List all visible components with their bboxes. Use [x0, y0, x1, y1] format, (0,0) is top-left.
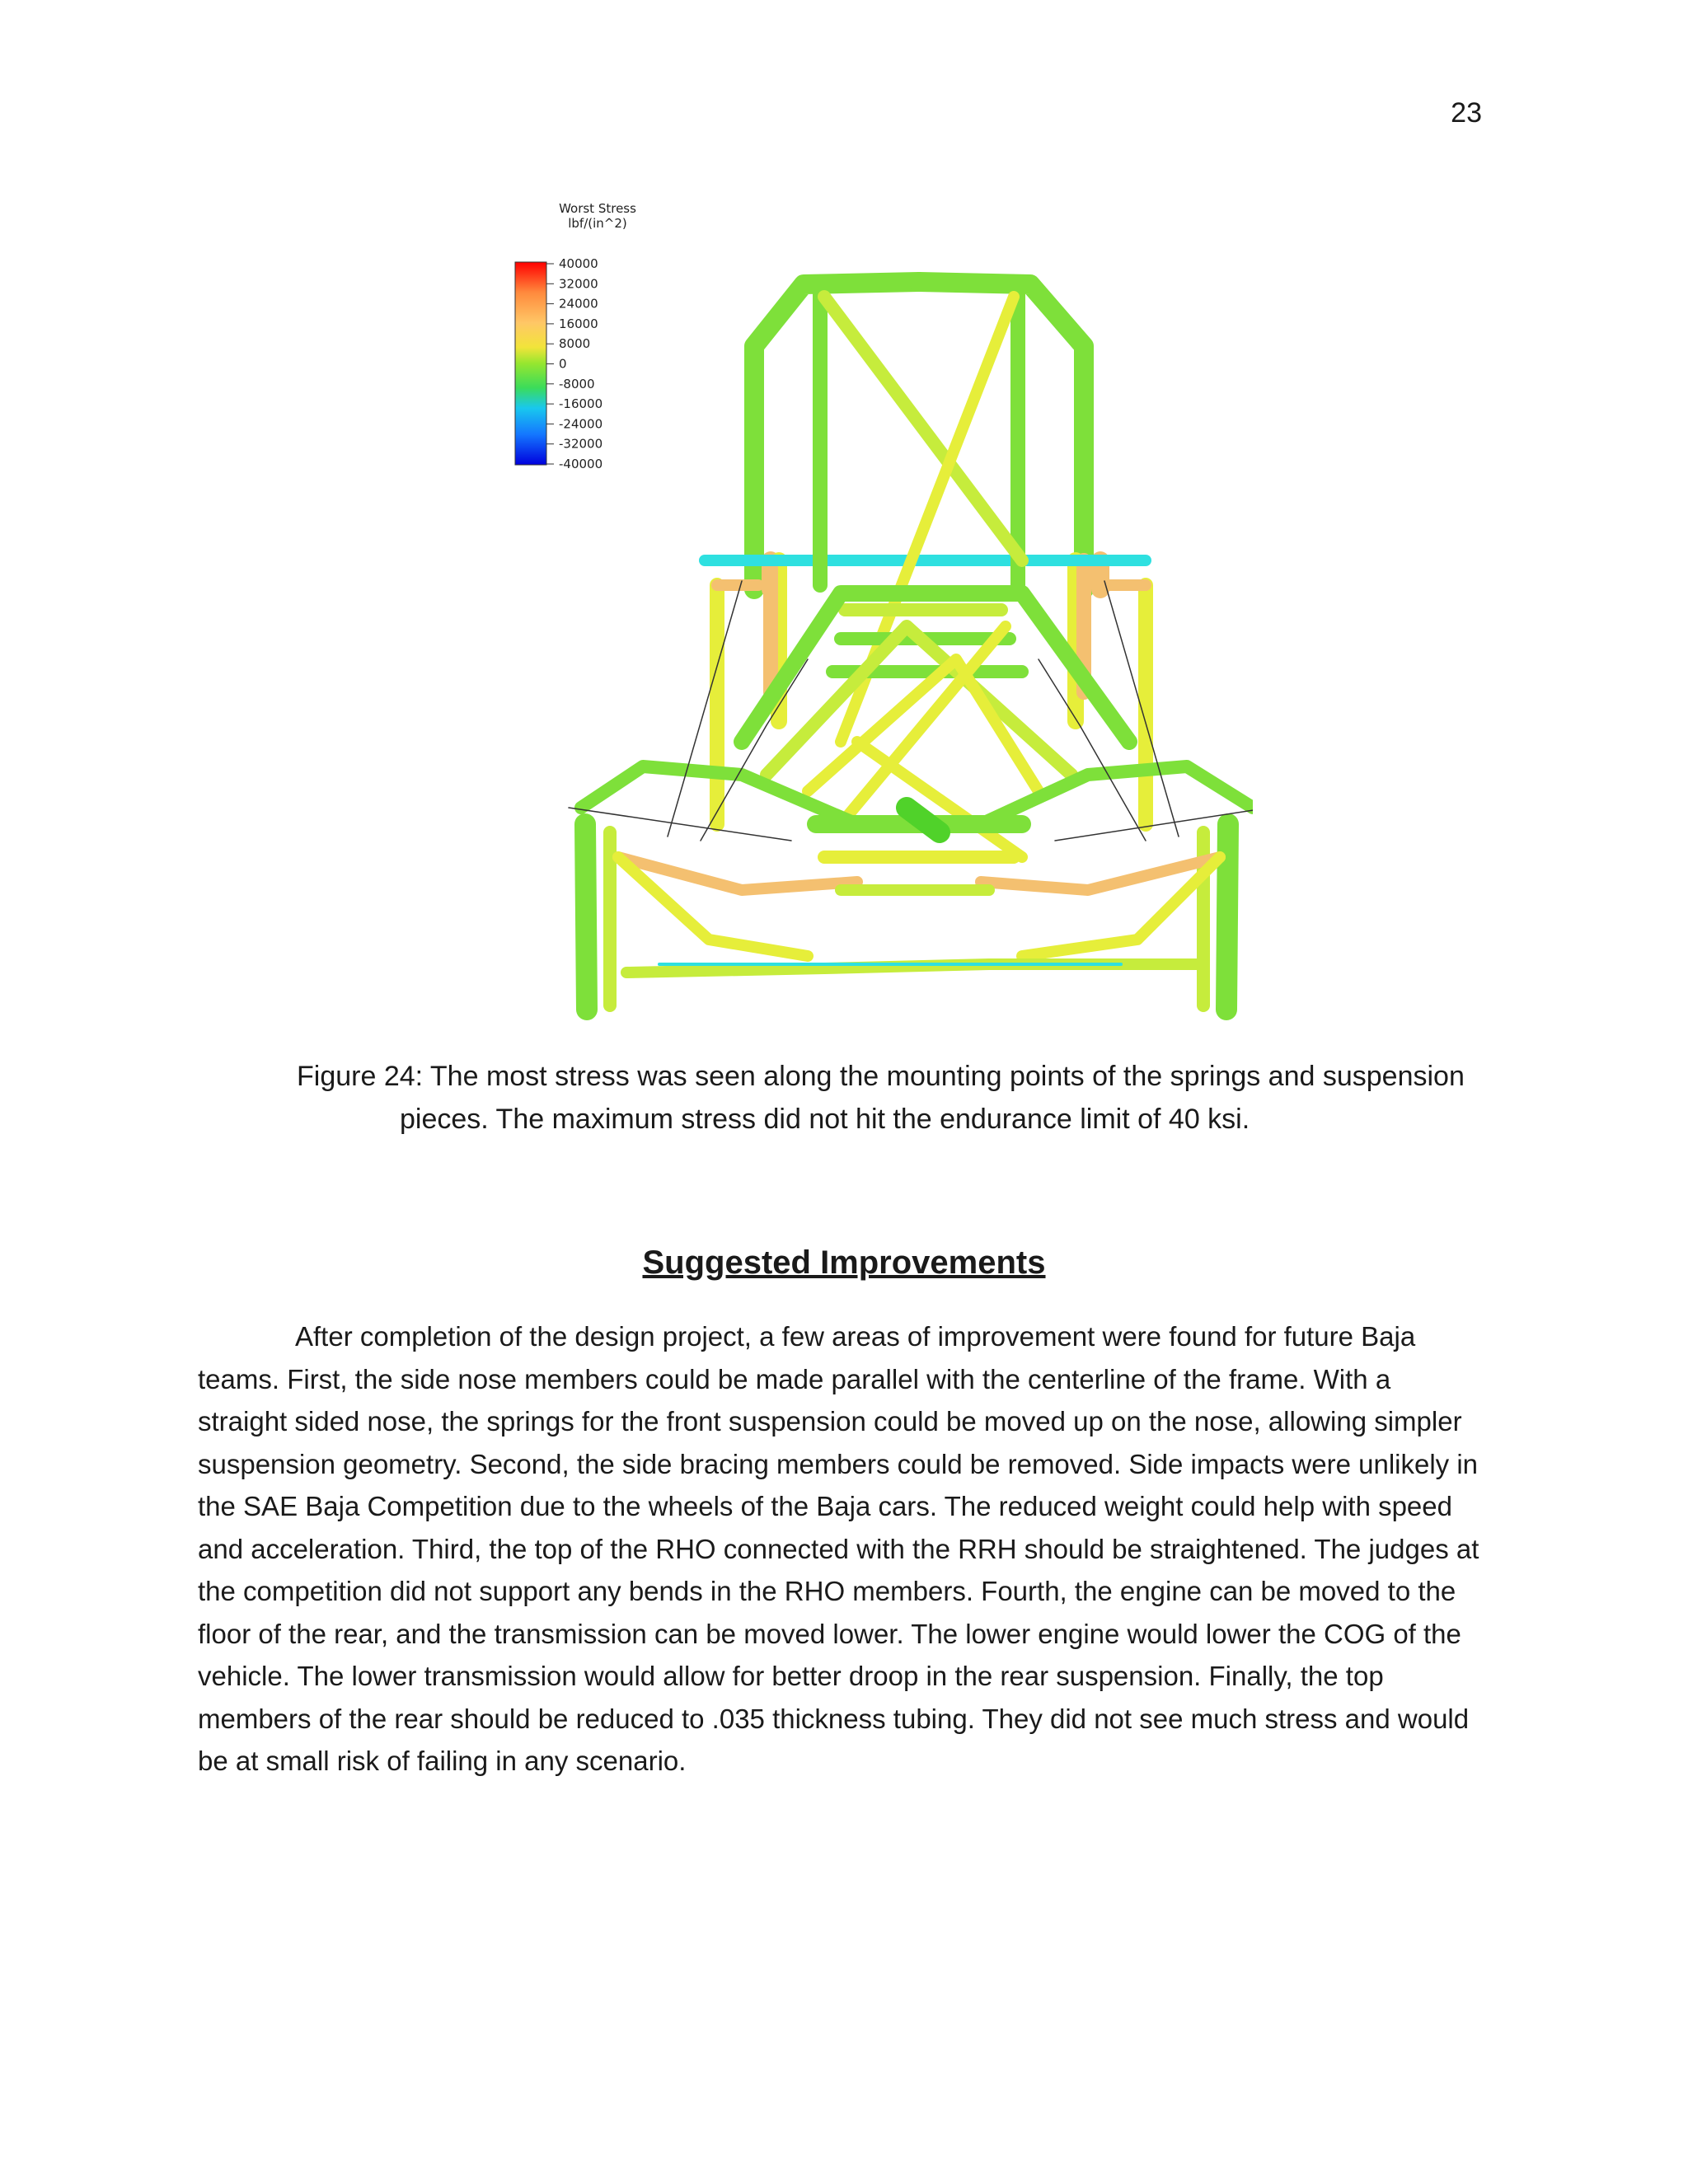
legend-tick-label: -16000 — [559, 396, 603, 412]
legend-tick-label: 0 — [559, 356, 567, 372]
legend-title-line1: Worst Stress — [559, 201, 636, 216]
legend-tick-label: 24000 — [559, 296, 598, 312]
left-tie-rod — [569, 808, 791, 841]
roll-hoop-left — [754, 282, 919, 589]
frame-stress-plot — [495, 198, 1253, 1022]
legend-color-bar — [515, 262, 546, 465]
caption-line-1: Figure 24: The most stress was seen along the mounting points of the springs and suspension — [297, 1061, 1465, 1092]
improvements-paragraph: After completion of the design project, a few areas of improvement were found for future Baja teams. First, the side nose members could be made parallel with the centerline of the frame. With a straight sided nose, the springs for the front suspension could be moved up on the nose, allowing simpler suspension geometry. Second, the side bracing members could be removed. Side impacts were unlikely in the SAE Baja Competition due to the wheels of the Baja cars. The reduced weight could help with speed and acceleration. Third, the top of the RHO connected with the RRH should be straightened. The judges at the competition did not support any bends in the RHO members. Fourth, the engine can be moved to the floor of the rear, and the transmission can be moved lower. The lower engine would lower the COG of the vehicle. The lower transmission would allow for better droop in the rear suspension. Finally, the top members of the rear should be reduced to .035 thickness tubing. They did not see much stress and would be at small risk of failing in any scenario. — [198, 1321, 1479, 1776]
body-text — [198, 1315, 1484, 1783]
left-spring — [668, 581, 742, 837]
legend-ticks — [546, 256, 603, 471]
left-lower-link — [618, 857, 808, 956]
legend-tick-label: 8000 — [559, 336, 591, 352]
legend-title-line2: lbf/(in^2) — [568, 216, 627, 231]
legend-tick-label: -32000 — [559, 436, 603, 452]
right-upright — [1226, 824, 1228, 1010]
baja-frame-model — [569, 282, 1253, 1010]
figure-caption — [297, 1055, 1484, 1141]
legend-tick-label: -8000 — [559, 376, 595, 391]
legend-tick-label: 32000 — [559, 276, 598, 292]
page-number: 23 — [1451, 97, 1482, 129]
left-upright — [585, 824, 587, 1010]
legend-tick-label: -24000 — [559, 416, 603, 432]
stress-analysis-figure — [495, 198, 1253, 1022]
right-lower-link — [1022, 857, 1220, 956]
caption-line-2: pieces. The maximum stress did not hit the endurance limit of 40 ksi. — [400, 1104, 1250, 1135]
section-title: Suggested Improvements — [642, 1244, 1046, 1281]
legend-tick-label: 16000 — [559, 316, 598, 331]
legend-tick-label: -40000 — [559, 457, 603, 471]
legend-tick-label: 40000 — [559, 256, 598, 271]
